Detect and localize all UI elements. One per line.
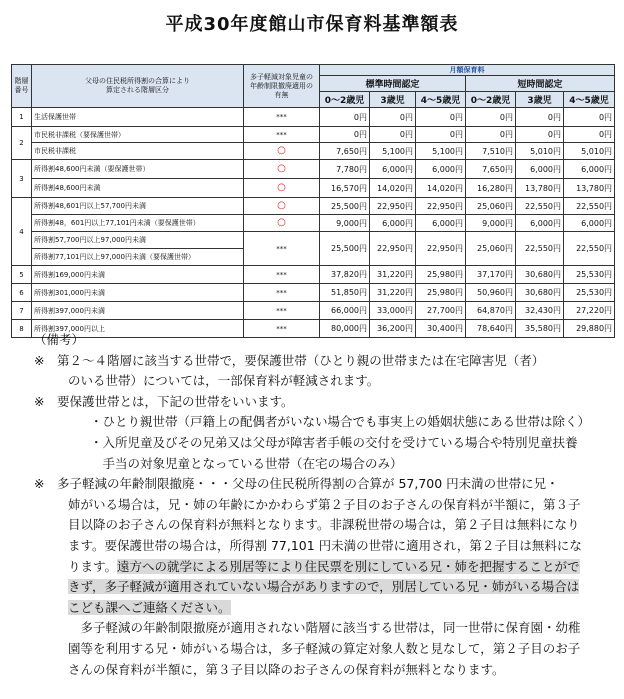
table-row <box>12 198 615 215</box>
fee-cell: 36,200円 <box>370 320 416 338</box>
table-row <box>12 215 615 232</box>
fee-cell: 6,000円 <box>564 160 615 179</box>
highlighted-note-text: 遠方への就学による別居等により住民票を別にしている兄・姉を把握することがで <box>117 558 580 574</box>
table-row <box>12 108 615 127</box>
note-line: ・入所児童及びその兄弟又は父母が障害者手帳の交付を受けている場合や特別児童扶養 <box>90 434 578 450</box>
fee-cell: 7,780円 <box>320 160 370 179</box>
fee-cell: 6,000円 <box>516 160 564 179</box>
table-row <box>12 160 615 179</box>
fee-cell: 30,680円 <box>516 266 564 284</box>
multi-child-mark: *** <box>244 266 320 284</box>
multi-child-mark: *** <box>244 127 320 143</box>
table-row <box>12 127 615 143</box>
highlighted-note-text: きず，多子軽減が適用されていない場合がありますので，別居している兄・姉がいる場合は <box>68 579 580 595</box>
note-line: 園等を利用する兄・姉がいる場合は，多子軽減の算定対象人数と見なして，第２子目のお子 <box>68 640 581 656</box>
fee-cell: 29,880円 <box>564 320 615 338</box>
tier-number: 6 <box>12 284 32 302</box>
fee-cell: 22,950円 <box>416 232 466 266</box>
fee-cell: 32,430円 <box>516 302 564 320</box>
table-row <box>12 179 615 198</box>
fee-cell: 31,220円 <box>370 266 416 284</box>
tier-number: 2 <box>12 127 32 160</box>
fee-cell: 27,700円 <box>416 302 466 320</box>
fee-cell: 6,000円 <box>370 160 416 179</box>
fee-cell: 33,000円 <box>370 302 416 320</box>
fee-cell: 25,530円 <box>564 266 615 284</box>
fee-cell: 25,530円 <box>564 284 615 302</box>
note-text: ります。 <box>68 558 118 574</box>
tier-label: 生活保護世帯 <box>32 108 244 127</box>
tier-number: 4 <box>12 198 32 266</box>
highlighted-note-text: こども課へご連絡ください。 <box>68 599 231 615</box>
tier-label: 所得割301,000円未満 <box>32 284 244 302</box>
note-line: 多子軽減の年齢制限撤廃が適用されない階層に該当する世帯は，同一世帯に保育園・幼稚 <box>68 620 581 636</box>
fee-cell: 30,400円 <box>416 320 466 338</box>
fee-cell: 22,550円 <box>516 198 564 215</box>
note-line: のいる世帯）については，一部保育料が軽減されます。 <box>68 373 380 389</box>
header-age: 4～5歳児 <box>416 92 466 108</box>
fee-cell: 6,000円 <box>370 215 416 232</box>
fee-cell: 80,000円 <box>320 320 370 338</box>
tier-number: 8 <box>12 320 32 338</box>
tier-label: 所得割48,601円以上57,700円未満 <box>32 198 244 215</box>
fee-cell: 0円 <box>320 127 370 143</box>
fee-cell: 6,000円 <box>516 215 564 232</box>
tier-label: 所得割397,000円未満 <box>32 302 244 320</box>
header-short-time: 短時間認定 <box>466 76 615 92</box>
header-class: 父母の住民税所得割の合算により 算定される階層区分 <box>32 65 244 108</box>
tier-number: 5 <box>12 266 32 284</box>
tier-number: 1 <box>12 108 32 127</box>
fee-cell: 22,550円 <box>516 232 564 266</box>
fee-cell: 25,060円 <box>466 198 516 215</box>
fee-cell: 27,220円 <box>564 302 615 320</box>
note-line <box>34 577 619 598</box>
multi-child-mark: ○ <box>244 160 320 179</box>
fee-cell: 25,500円 <box>320 232 370 266</box>
fee-cell: 25,980円 <box>416 266 466 284</box>
tier-label: 市民税非課税（要保護世帯） <box>32 127 244 143</box>
multi-child-mark: *** <box>244 302 320 320</box>
tier-label: 所得割77,101円以上97,000円未満（要保護世帯） <box>32 249 244 266</box>
fee-cell: 0円 <box>320 108 370 127</box>
tier-label: 所得割48,600円未満 <box>32 179 244 198</box>
fee-cell: 22,950円 <box>370 232 416 266</box>
tier-label: 所得割48，601円以上77,101円未満（要保護世帯） <box>32 215 244 232</box>
fee-table-container <box>11 64 614 338</box>
table-row <box>12 302 615 320</box>
note-line <box>34 557 619 578</box>
fee-cell: 5,100円 <box>370 143 416 160</box>
fee-cell: 14,020円 <box>370 179 416 198</box>
fee-cell: 22,550円 <box>564 232 615 266</box>
fee-cell: 0円 <box>416 127 466 143</box>
fee-cell: 66,000円 <box>320 302 370 320</box>
fee-cell: 0円 <box>516 127 564 143</box>
fee-cell: 0円 <box>564 108 615 127</box>
fee-cell: 0円 <box>370 127 416 143</box>
multi-child-mark: ○ <box>244 198 320 215</box>
header-age: 3歳児 <box>370 92 416 108</box>
fee-cell: 6,000円 <box>416 215 466 232</box>
multi-child-mark: *** <box>244 232 320 266</box>
fee-cell: 37,170円 <box>466 266 516 284</box>
multi-child-mark: ○ <box>244 179 320 198</box>
fee-cell: 22,950円 <box>416 198 466 215</box>
fee-cell: 31,220円 <box>370 284 416 302</box>
fee-cell: 22,550円 <box>564 198 615 215</box>
tier-label: 市民税非課税 <box>32 143 244 160</box>
fee-cell: 16,280円 <box>466 179 516 198</box>
header-age: 0～2歳児 <box>320 92 370 108</box>
fee-cell: 64,870円 <box>466 302 516 320</box>
fee-cell: 5,100円 <box>416 143 466 160</box>
fee-cell: 16,570円 <box>320 179 370 198</box>
header-standard-time: 標準時間認定 <box>320 76 466 92</box>
header-monthly-fee: 月額保育料 <box>320 65 615 76</box>
multi-child-mark: *** <box>244 108 320 127</box>
notes-heading: （備考） <box>34 332 85 347</box>
header-tier-no: 階層 番号 <box>12 65 32 108</box>
fee-cell: 9,000円 <box>320 215 370 232</box>
table-row <box>12 266 615 284</box>
fee-cell: 25,980円 <box>416 284 466 302</box>
table-row <box>12 232 615 249</box>
multi-child-mark: ○ <box>244 143 320 160</box>
fee-cell: 35,580円 <box>516 320 564 338</box>
fee-cell: 25,500円 <box>320 198 370 215</box>
fee-cell: 25,060円 <box>466 232 516 266</box>
note-line: ※ 多子軽減の年齢制限撤廃・・・父母の住民税所得割の合算が 57,700 円未満の世帯に兄・ <box>34 476 559 492</box>
fee-cell: 13,780円 <box>516 179 564 198</box>
fee-cell: 5,010円 <box>516 143 564 160</box>
fee-cell: 22,950円 <box>370 198 416 215</box>
header-age: 0～2歳児 <box>466 92 516 108</box>
note-line: ※ 要保護世帯とは，下記の世帯をいいます。 <box>34 393 294 409</box>
tier-label: 所得割48,600円未満（要保護世帯） <box>32 160 244 179</box>
tier-label: 所得割169,000円未満 <box>32 266 244 284</box>
multi-child-mark: *** <box>244 284 320 302</box>
table-row <box>12 284 615 302</box>
fee-table <box>11 64 615 338</box>
fee-cell: 5,010円 <box>564 143 615 160</box>
fee-cell: 13,780円 <box>564 179 615 198</box>
fee-cell: 0円 <box>564 127 615 143</box>
fee-cell: 50,960円 <box>466 284 516 302</box>
note-line: 手当の対象児童となっている世帯（在宅の場合のみ） <box>90 455 403 471</box>
tier-number: 7 <box>12 302 32 320</box>
tier-number: 3 <box>12 160 32 198</box>
header-age: 4～5歳児 <box>564 92 615 108</box>
note-line <box>34 598 619 619</box>
fee-cell: 0円 <box>466 108 516 127</box>
multi-child-mark: ○ <box>244 215 320 232</box>
fee-cell: 7,650円 <box>320 143 370 160</box>
page-title: 平成30年度館山市保育料基準額表 <box>165 14 459 35</box>
fee-cell: 9,000円 <box>466 215 516 232</box>
tier-label: 所得割397,000円以上 <box>32 320 244 338</box>
header-multi-child: 多子軽減対象児童の 年齢制限撤廃適用の 有無 <box>244 65 320 108</box>
fee-cell: 14,020円 <box>416 179 466 198</box>
fee-cell: 51,850円 <box>320 284 370 302</box>
notes-section <box>34 330 619 680</box>
fee-cell: 78,640円 <box>466 320 516 338</box>
fee-cell: 0円 <box>370 108 416 127</box>
fee-cell: 7,650円 <box>466 160 516 179</box>
note-line: ます。要保護世帯の場合は，所得割 77,101 円未満の世帯に適用され，第２子目は無料にな <box>68 537 582 553</box>
note-line: 姉がいる場合は，兄・姉の年齢にかかわらず第２子目のお子さんの保育料が半額に，第３子 <box>68 496 581 512</box>
fee-cell: 0円 <box>516 108 564 127</box>
fee-cell: 0円 <box>466 127 516 143</box>
fee-cell: 6,000円 <box>416 160 466 179</box>
table-row <box>12 143 615 160</box>
note-line: ※ 第２～４階層に該当する世帯で，要保護世帯（ひとり親の世帯または在宅障害児（者） <box>34 352 545 368</box>
note-line: さんの保育料が半額に，第３子目以降のお子さんの保育料が無料となります。 <box>68 661 505 677</box>
fee-cell: 30,680円 <box>516 284 564 302</box>
fee-cell: 7,510円 <box>466 143 516 160</box>
note-line: ・ひとり親世帯（戸籍上の配偶者がいない場合でも事実上の婚姻状態にある世帯は除く） <box>90 414 591 430</box>
fee-cell: 37,820円 <box>320 266 370 284</box>
fee-cell: 0円 <box>416 108 466 127</box>
note-line: 目以降のお子さんの保育料が無料となります。非課税世帯の場合は，第２子目は無料になり <box>68 517 580 533</box>
header-age: 3歳児 <box>516 92 564 108</box>
multi-child-mark: *** <box>244 320 320 338</box>
tier-label: 所得割57,700円以上97,000円未満 <box>32 232 244 249</box>
fee-cell: 6,000円 <box>564 215 615 232</box>
